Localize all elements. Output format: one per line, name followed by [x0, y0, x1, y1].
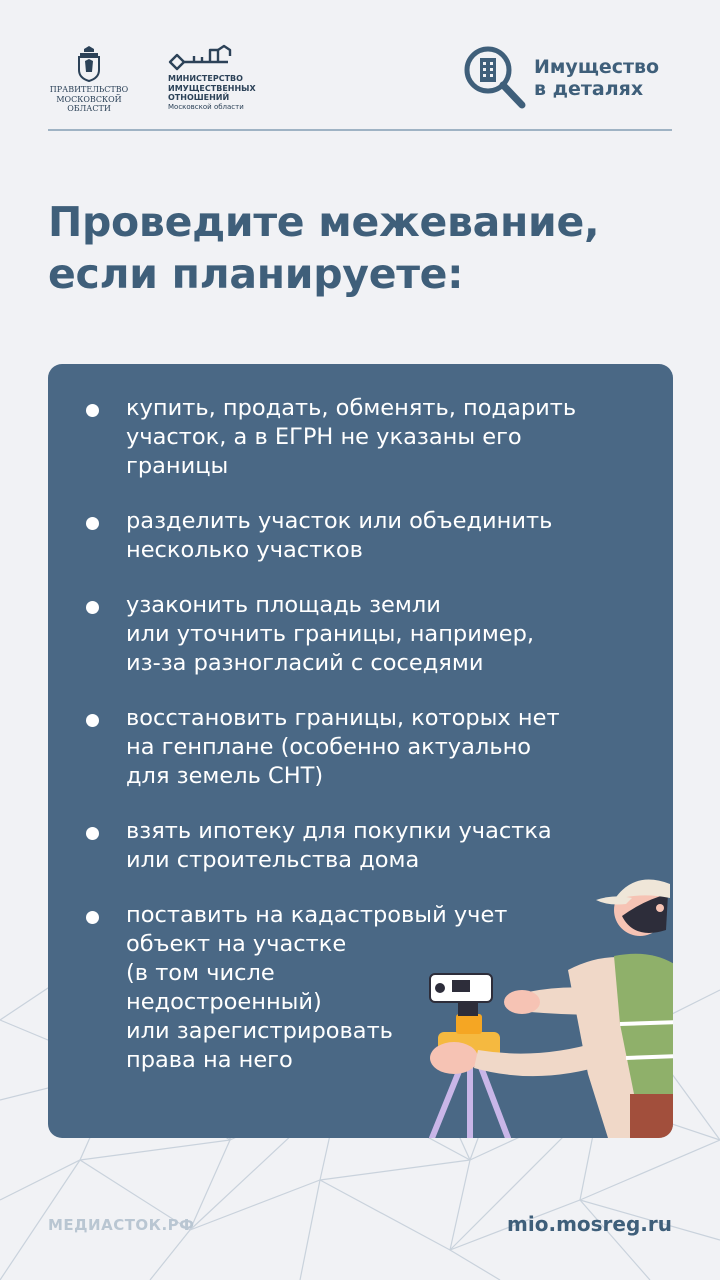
coat-of-arms-icon [76, 46, 102, 82]
bullet-icon [86, 404, 99, 417]
header [48, 40, 672, 130]
ministry-name: МИНИСТЕРСТВО ИМУЩЕСТВЕННЫХ ОТНОШЕНИЙ [168, 74, 256, 102]
reasons-card [48, 364, 673, 1138]
building-magnifier-icon [462, 44, 528, 110]
list-item-text: взять ипотеку для покупки участка или строительства дома [126, 818, 552, 873]
bullet-icon [86, 517, 99, 530]
site-link[interactable]: mio.mosreg.ru [507, 1212, 672, 1236]
brand-logo[interactable] [462, 44, 672, 108]
list-item [86, 394, 643, 481]
list-item [86, 817, 643, 875]
page-title: Проведите межевание, если планируете: [48, 198, 600, 298]
bullet-icon [86, 911, 99, 924]
government-name: ПРАВИТЕЛЬСТВО МОСКОВСКОЙ ОБЛАСТИ [49, 85, 129, 113]
list-item [86, 901, 643, 1075]
ministry-region: Московской области [168, 102, 244, 111]
mediastock-logo[interactable]: МЕДИАСТОК.РФ [48, 1216, 195, 1234]
header-divider [48, 129, 672, 131]
bullet-icon [86, 714, 99, 727]
list-item [86, 507, 643, 565]
reasons-list [48, 364, 673, 1075]
list-item-text: разделить участок или объединить несколько участков [126, 508, 553, 563]
ministry-logo[interactable] [168, 44, 318, 112]
government-logo[interactable] [48, 46, 130, 114]
brand-title: Имущество в деталях [534, 56, 660, 100]
list-item-text: восстановить границы, которых нет на генплане (особенно актуально для земель СНТ) [126, 705, 560, 789]
list-item-text: узаконить площадь земли или уточнить границы, например, из-за разногласий с соседями [126, 592, 535, 676]
list-item-text: купить, продать, обменять, подарить участок, а в ЕГРН не указаны его границы [126, 395, 577, 479]
list-item [86, 704, 643, 791]
key-house-icon [168, 44, 248, 74]
list-item [86, 591, 643, 678]
bullet-icon [86, 601, 99, 614]
list-item-text: поставить на кадастровый учет объект на участке (в том числе недостроенный) или зарегистрировать права на него [126, 902, 508, 1073]
bullet-icon [86, 827, 99, 840]
